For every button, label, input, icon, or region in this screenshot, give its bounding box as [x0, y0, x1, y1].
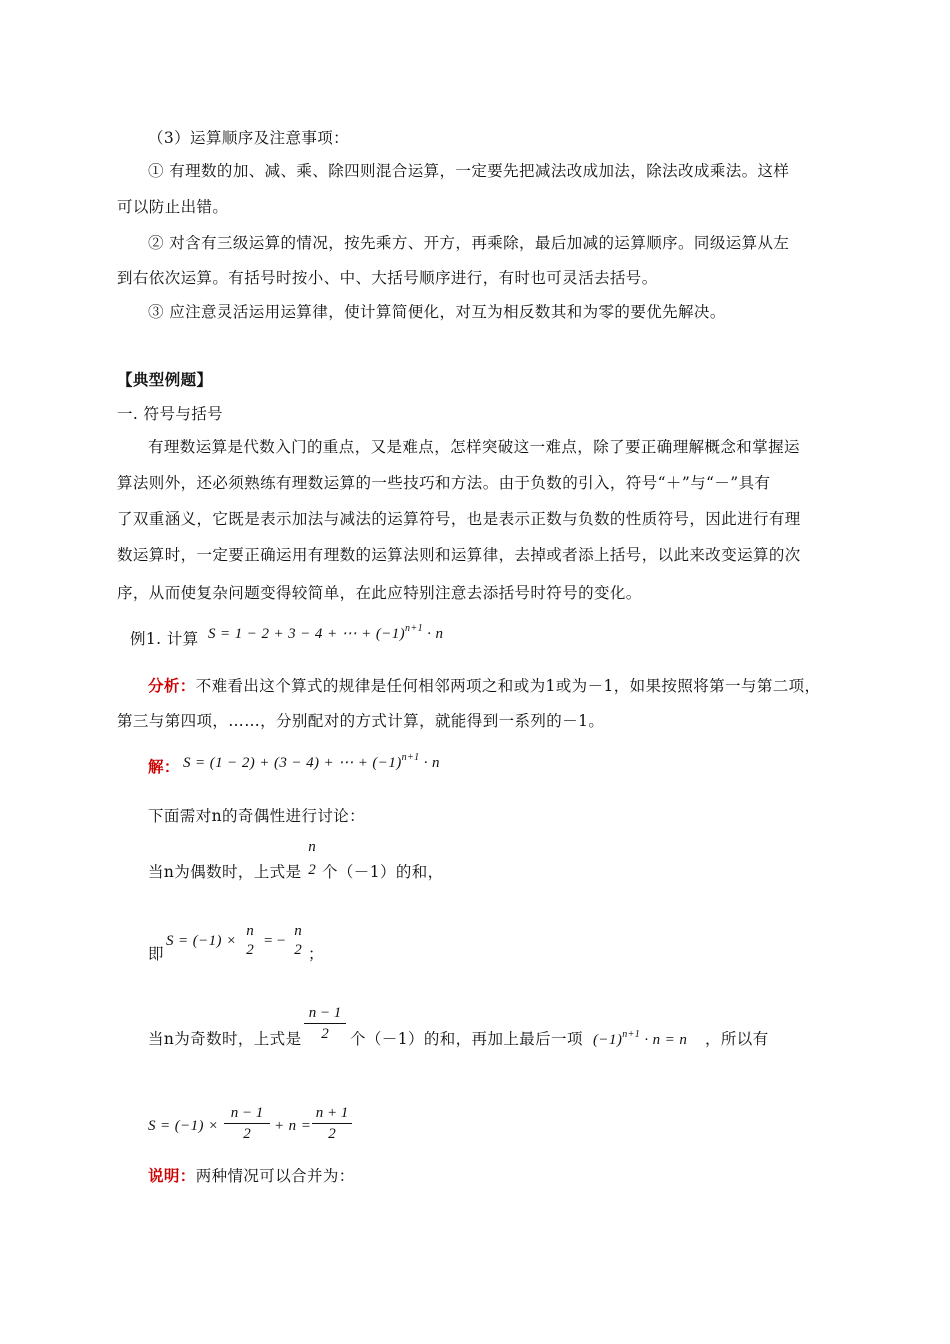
paragraph-line: 有理数运算是代数入门的重点，又是难点，怎样突破这一难点，除了要正确理解概念和掌握运: [148, 438, 800, 456]
odd-case-post: ，所以有: [705, 1030, 769, 1048]
even-case-post: 个（－1）的和，: [322, 863, 444, 881]
even-case-ji: 即: [148, 945, 164, 963]
paragraph-line: 序，从而使复杂问题变得较简单，在此应特别注意去添括号时符号的变化。: [117, 584, 642, 602]
odd-case-pre: 当n为奇数时，上式是: [148, 1030, 302, 1048]
analysis-label: 分析：: [148, 676, 196, 695]
rule-item-1-line-2: 可以防止出错。: [117, 198, 229, 216]
odd-formula-part-b: + n =: [274, 1118, 312, 1134]
discussion-text: 下面需对n的奇偶性进行讨论：: [148, 807, 366, 825]
example-1-label: 例1. 计算: [130, 630, 199, 648]
note-label: 说明：: [148, 1166, 196, 1185]
odd-formula-fraction-2: n + 1 2: [312, 1104, 352, 1143]
rule-item-2-line-1: ② 对含有三级运算的情况，按先乘方、开方，再乘除，最后加减的运算顺序。同级运算从左: [148, 234, 790, 252]
even-case-pre: 当n为偶数时，上式是: [148, 863, 302, 881]
section3-heading: （3）运算顺序及注意事项：: [148, 129, 350, 147]
even-formula-part-b: = −: [264, 933, 286, 949]
analysis-line-2: 第三与第四项，……，分别配对的方式计算，就能得到一系列的－1。: [117, 712, 605, 730]
rule-item-2-line-2: 到右依次运算。有括号时按小、中、大括号顺序进行，有时也可灵活去括号。: [117, 269, 658, 287]
even-formula-end: ；: [308, 945, 324, 963]
subsection-heading: 一. 符号与括号: [117, 405, 224, 423]
even-formula-part-a: S = (−1) ×: [166, 933, 237, 949]
rule-item-3-line-1: ③ 应注意灵活运用运算律，使计算简便化，对互为相反数其和为零的要优先解决。: [148, 303, 726, 321]
odd-case-mid: 个（－1）的和，再加上最后一项: [350, 1030, 583, 1048]
paragraph-line: 算法则外，还必须熟练有理数运算的一些技巧和方法。由于负数的引入，符号“＋”与“－”具有: [117, 474, 771, 492]
example-1-formula: S = 1 − 2 + 3 − 4 + ⋯ + $(-1)^{n+1} \cdot n$: [208, 623, 444, 642]
note-line: 说明：两种情况可以合并为：: [148, 1166, 355, 1185]
solution-label: 解：: [148, 757, 180, 776]
even-formula-fraction-1: n 2: [246, 923, 254, 958]
even-case-fraction: n 2: [308, 839, 316, 878]
odd-formula-fraction-1: n − 1 2: [224, 1104, 270, 1143]
odd-case-term: $(-1)^{n+1} \cdot n = n$: [593, 1029, 688, 1048]
odd-formula-part-a: S = (−1) ×: [148, 1118, 219, 1134]
odd-case-fraction: n − 1 2: [304, 1004, 346, 1043]
analysis-line-1: 分析：不难看出这个算式的规律是任何相邻两项之和或为1或为－1，如果按照将第一与第二项，: [148, 676, 821, 695]
even-formula-fraction-2: n 2: [294, 923, 302, 958]
solution-formula: S = (1 − 2) + (3 − 4) + ⋯ + $(-1)^{n+1} \cdot n$: [183, 752, 440, 771]
rule-item-1-line-1: ① 有理数的加、减、乘、除四则混合运算，一定要先把减法改成加法，除法改成乘法。这样: [148, 162, 790, 180]
examples-heading: 【典型例题】: [117, 370, 213, 389]
paragraph-line: 数运算时，一定要正确运用有理数的运算法则和运算律，去掉或者添上括号，以此来改变运算的次: [117, 546, 801, 564]
paragraph-line: 了双重涵义，它既是表示加法与减法的运算符号，也是表示正数与负数的性质符号，因此进行有理: [117, 510, 801, 528]
